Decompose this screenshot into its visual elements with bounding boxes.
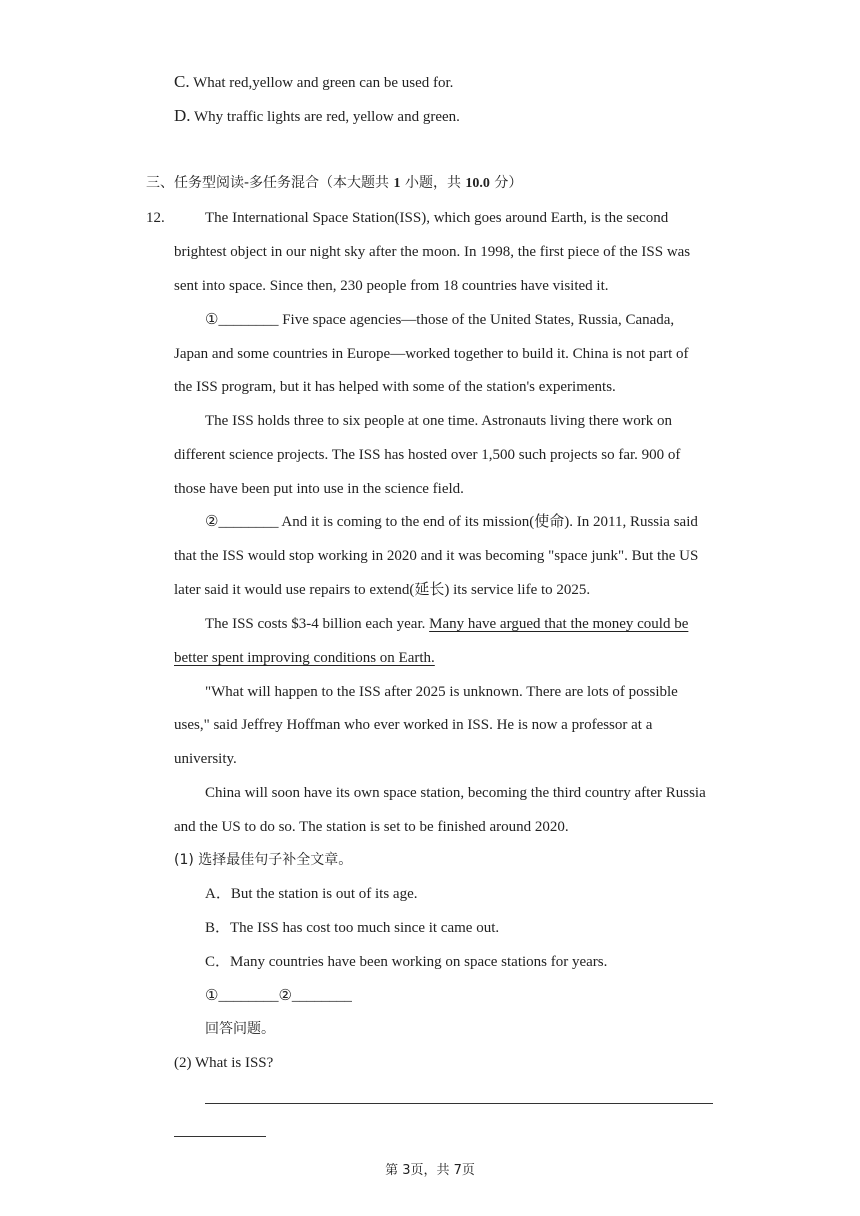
passage-line: [205, 614, 688, 634]
passage-text: The ISS costs $3-4 billion each year.: [205, 616, 426, 632]
section-heading: [146, 173, 522, 194]
passage-line: the ISS program, but it has helped with some of the station's experiments.: [174, 379, 616, 395]
passage-line: that the ISS would stop working in 2020 and it was becoming "space junk". But the US: [174, 548, 699, 564]
option-c-text: What red,yellow and green can be used for.: [193, 75, 454, 91]
passage-line: The ISS holds three to six people at one time. Astronauts living there work on: [205, 413, 673, 429]
underlined-sentence: Many have argued that the money could be: [429, 616, 689, 632]
answer-blanks[interactable]: ①________②________: [205, 988, 352, 1004]
page-footer: 第 3页，共 7页: [385, 1163, 475, 1178]
passage-line: university.: [174, 751, 237, 767]
answer-line-cont[interactable]: [174, 1136, 266, 1137]
passage-line: later said it would use repairs to extend(延长) its service life to 2025.: [174, 582, 591, 598]
choice-a: A．But the station is out of its age.: [205, 886, 418, 902]
passage-line: ②________ And it is coming to the end of its mission(使命). In 2011, Russia said: [205, 514, 698, 530]
answer-line[interactable]: [205, 1103, 713, 1104]
option-d: [174, 106, 460, 127]
passage-line: ①________ Five space agencies—those of the United States, Russia, Canada,: [205, 312, 675, 328]
passage-line: China will soon have its own space station, becoming the third country after Russia: [205, 785, 706, 801]
section-count: 1: [393, 176, 401, 191]
answer-prompt: 回答问题。: [205, 1021, 275, 1037]
passage-line: and the US to do so. The station is set to be finished around 2020.: [174, 819, 569, 835]
section-score: 10.0: [465, 176, 490, 191]
question-number: 12.: [146, 210, 165, 226]
passage-line: Japan and some countries in Europe—worked together to build it. China is not part of: [174, 346, 689, 362]
section-title-prefix: 三、任务型阅读-多任务混合（本大题共: [146, 175, 390, 191]
passage-line: uses," said Jeffrey Hoffman who ever worked in ISS. He is now a professor at a: [174, 717, 653, 733]
passage-line: "What will happen to the ISS after 2025 is unknown. There are lots of possible: [205, 684, 678, 700]
option-c: [174, 72, 453, 93]
sub-question-1-label: (1) 选择最佳句子补全文章。: [174, 852, 353, 868]
passage-line: The International Space Station(ISS), which goes around Earth, is the second: [205, 210, 669, 226]
passage-line: sent into space. Since then, 230 people from 18 countries have visited it.: [174, 278, 609, 294]
option-d-text: Why traffic lights are red, yellow and green.: [194, 109, 460, 125]
passage-line: those have been put into use in the science field.: [174, 481, 464, 497]
section-title-mid: 小题，共: [404, 175, 461, 191]
option-c-letter: C.: [174, 72, 190, 91]
passage-line: different science projects. The ISS has hosted over 1,500 such projects so far. 900 of: [174, 447, 681, 463]
sub-question-2-label: (2) What is ISS?: [174, 1055, 274, 1071]
choice-c: C．Many countries have been working on space stations for years.: [205, 954, 608, 970]
option-d-letter: D.: [174, 106, 191, 125]
choice-b: B．The ISS has cost too much since it came out.: [205, 920, 500, 936]
underlined-sentence-cont: better spent improving conditions on Earth.: [174, 650, 435, 666]
passage-line: brightest object in our night sky after the moon. In 1998, the first piece of the ISS was: [174, 244, 691, 260]
section-title-suffix: 分）: [494, 175, 523, 191]
